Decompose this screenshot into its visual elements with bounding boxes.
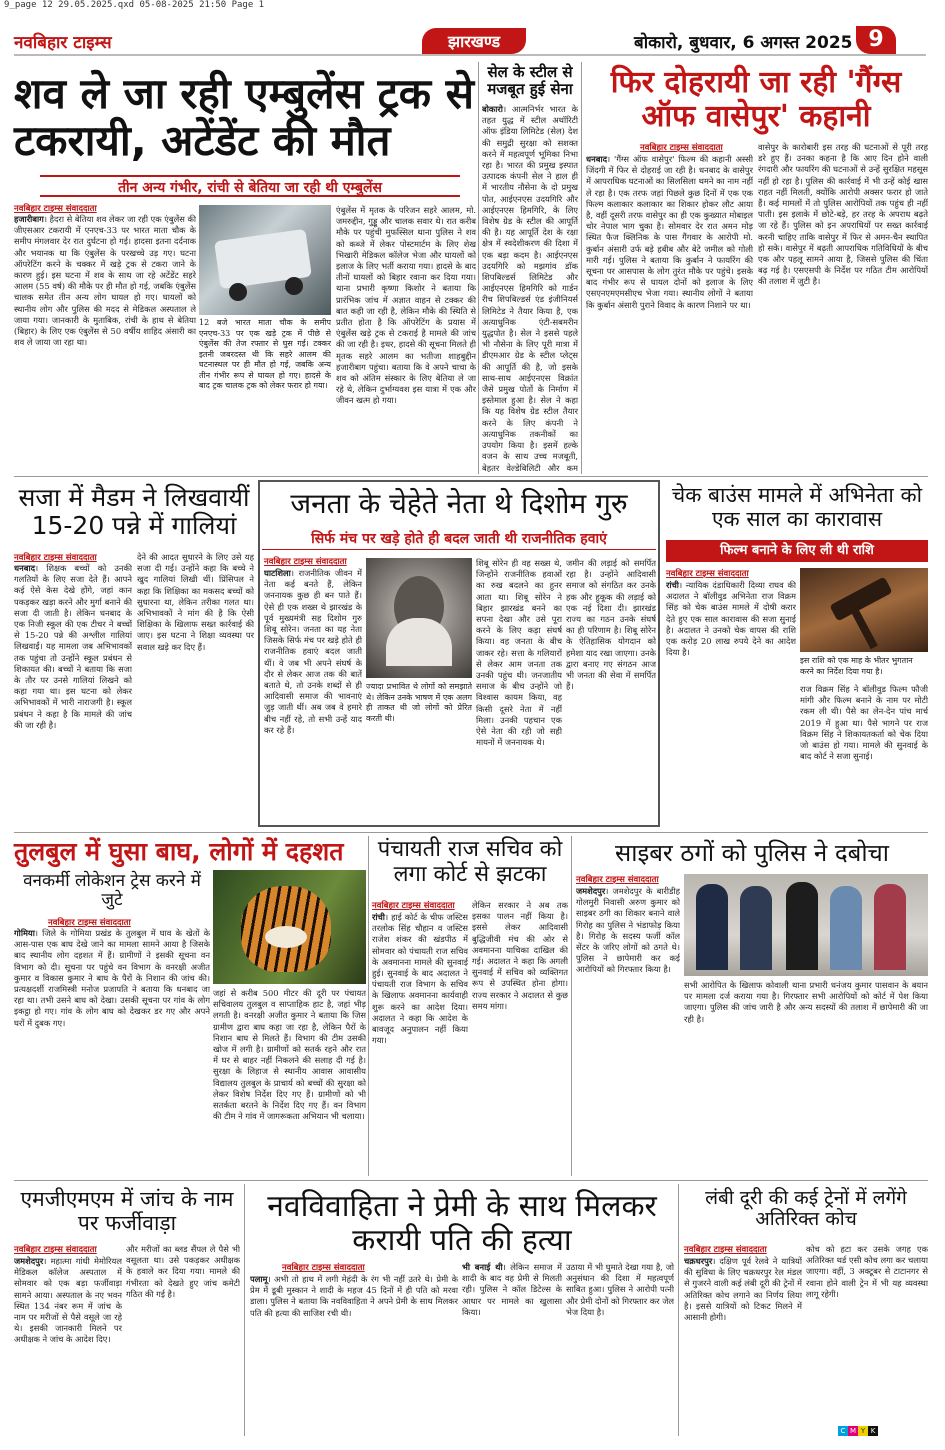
story7-subhead: वनकर्मी लोकेशन ट्रेस करने में जुटे bbox=[23, 871, 201, 911]
story4-headline: सजा में मैडम ने लिखवायीं 15-20 पन्ने में गालियां bbox=[18, 483, 250, 540]
masthead bbox=[14, 28, 926, 56]
section-name: झारखण्ड bbox=[422, 28, 526, 54]
story5-col3: जमीन की लड़ाई को समर्पित रहा है। उन्होंने आदिवासी समाज को संगठित कर उनके हक और हुकूक की लड़ाई को एक नई दिशा दी। झारखंड राज्य का गठन उनके संघर्ष का ही परिणाम है। शिबू सोरेन के ऐतिहासिक योगदान को हमेशा याद रखा जाएगा। उनके द्वारा बनाए गए संगठन आज भी जनता की सेवा में समर्पित हैं। bbox=[566, 558, 656, 692]
story1-byline: नवबिहार टाइम्स संवाददाता bbox=[14, 204, 97, 214]
issue-date: बोकारो, बुधवार, 6 अगस्त 2025 bbox=[634, 33, 853, 53]
story9-col1: जमशेदपुर। जमशेदपुर के बारीडीह गोलमुरी निवासी अरुण कुमार को साइबर ठगी का शिकार बनाने वाले गिरोह का पुलिस ने भंडाफोड़ किया है। गिरोह के सदस्य फर्जी कॉल सेंटर के जरिए लोगों को ठगते थे। पुलिस ने छापेमारी कर कई आरोपियों को गिरफ्तार किया है। bbox=[576, 886, 680, 975]
story6-headline: चेक बाउंस मामले में अभिनेता को एक साल का कारावास bbox=[671, 483, 923, 531]
story9-col2: सभी आरोपित के खिलाफ कोवाली थाना प्रभारी धनंजय कुमार पासवान के बयान पर मामला दर्ज कराया गया है। गिरफ्तार सभी आरोपियों को कोर्ट में पेश किया जाएगा। पुलिस की जांच जारी है और अन्य सदस्यों की तलाश में छापेमारी की जा रही है। bbox=[684, 980, 928, 1024]
cmyk-k: K bbox=[868, 1426, 878, 1436]
page-number: 9 bbox=[856, 26, 896, 54]
story1-headline: शव ले जा रही एम्बुलेंस ट्रक से टकरायी, अटेंडेंट की मौत bbox=[14, 69, 475, 166]
gavel-photo bbox=[800, 568, 928, 652]
story11-col1: पलामू। अभी तो हाथ में लगी मेहंदी के रंग भी नहीं उतरे थे। प्रेमी के प्रेम में डूबी मुस्कान ने शादी के महज 45 दिनों में ही पति को मरवा डाला। पुलिस ने बताया कि नवविवाहिता ने अपने प्रेमी के साथ मिलकर पति की हत्या की साजिश रची थी। bbox=[250, 1274, 458, 1318]
story8-headline: पंचायती राज सचिव को लगा कोर्ट से झटका bbox=[377, 837, 563, 887]
story5-col2: शिबू सोरेन ही वह सख्स थे, जिन्होंने राजनीतिक हवाओं का रुख बदलने का हुनर आता था। शिबू सोरेन ने बिहार झारखंड बनने का सपना देखा और उसे पूरा करने के लिए कड़ा संघर्ष किया। वह जनता के बीच जाकर रहे। सत्ता के गलियारों से लेकर आम जनता तक उनकी पहुंच थी। जनजातीय समाज के बीच उन्होंने जो विश्वास कायम किया, वह किसी दूसरे नेता में नहीं मिला। उनकी पहचान एक ऐसे नेता की रही जो सही मायनों में जननायक थे। bbox=[476, 558, 562, 748]
story1-photo-caption: 12 बजे भारत माता चौक के समीप एनएच-33 पर एक खड़े ट्रक में पीछे से एंबुलेंस की तेज रफ्तार से घुस गई। टक्कर इतनी जबरदस्त थी कि सहरे आलम की घटनास्थल पर ही मौत हो गई, जबकि अन्य तीन गंभीर रूप से घायल हो गए। हादसे के बाद ट्रक चालक ट्रक को लेकर फरार हो गया। bbox=[199, 318, 331, 390]
story4-byline: नवबिहार टाइम्स संवाददाता bbox=[14, 553, 97, 563]
story3-byline: नवबिहार टाइम्स संवाददाता bbox=[640, 143, 723, 153]
story11-byline: नवबिहार टाइम्स संवाददाता bbox=[282, 1263, 365, 1273]
story4-col1: धनबाद। शिक्षक बच्चों को उनकी गलतियों के लिए सजा देते हैं। आपने कई ऐसे केस देखे होंगे, जहां कान पकड़कर खड़ा करने और मुर्गा बनाने की सजा दी जाती है। लेकिन धनबाद के एक निजी स्कूल की एक टीचर ने बच्चों से 15-20 पन्ने की अश्लील गालियां लिखवाईं। यह मामला जब अभिभावकों तक पहुंचा तो उन्होंने स्कूल प्रबंधन से शिकायत की। बच्चों ने बताया कि सजा के तौर पर उनसे गालियां लिखने को कहा गया था। इस घटना को लेकर अभिभावकों में भारी नाराजगी है। स्कूल प्रबंधन ने कहा है कि मामले की जांच की जा रही है। bbox=[14, 563, 132, 730]
story6-col2: राज विक्रम सिंह ने बॉलीवुड फिल्म फौजी मांगी और फिल्म बनाने के नाम पर मोटी रकम ली थी। पैसे का लेन-देन पांच मार्च 2019 में हुआ था। पैसे भागने पर राज विक्रम सिंह ने शिकायतकर्ता को चेक दिया जो बाउंस हो गया। मामले की सुनवाई के बाद कोर्ट ने सजा सुनाई। bbox=[800, 684, 928, 762]
story12-col1: चक्रधरपुर। दक्षिण पूर्व रेलवे ने यात्रियों की सुविधा के लिए चक्रधरपुर रेल मंडल से गुजरने वाली कई लंबी दूरी की ट्रेनों में अतिरिक्त कोच लगाने का निर्णय लिया है। इससे यात्रियों को टिकट मिलने में आसानी होगी। bbox=[684, 1256, 802, 1323]
story10-col1: जमशेदपुर। महात्मा गांधी मेमोरियल मेडिकल कॉलेज अस्पताल में सोमवार को एक बड़ा फर्जीवाड़ा सामने आया। अस्पताल के नए भवन स्थित 134 नंबर रूम में जांच के नाम पर मरीजों से पैसे वसूले जा रहे थे। इसकी जानकारी मिलने पर अधीक्षक ने जांच के आदेश दिए। bbox=[14, 1256, 122, 1345]
story6-subhead: फिल्म बनाने के लिए ली थी राशि bbox=[666, 540, 928, 562]
tiger-photo bbox=[213, 870, 366, 984]
story11-headline: नवविवाहिता ने प्रेमी के साथ मिलकर करायी पति की हत्या bbox=[267, 1189, 657, 1258]
story6-byline: नवबिहार टाइम्स संवाददाता bbox=[666, 569, 749, 579]
newspaper-name: नवबिहार टाइम्स bbox=[14, 33, 112, 53]
story5-byline: नवबिहार टाइम्स संवाददाता bbox=[264, 557, 347, 567]
story11-col3: उठाया में भी घुमाते देखा गया है, जो अनुसंधान की दिशा में महत्वपूर्ण साबित हुआ। पुलिस ने आरोपी पत्नी और प्रेमी दोनों को गिरफ्तार कर जेल भेज दिया है। bbox=[566, 1262, 674, 1317]
shibu-soren-portrait bbox=[366, 558, 472, 678]
story7-col2: जहां से करीब 500 मीटर की दूरी पर पंचायत सचिवालय तुलबुल व साप्ताहिक हाट है, जहां भीड़ लगती है। वनरक्षी अजीत कुमार ने बताया कि जिस ग्रामीण द्वारा बाघ कहा जा रहा है, लेकिन पैरों के निशान बाघ से मिलते हैं। विभाग की टीम उसकी खोज में लगी है। ग्रामीणों को सतर्क रहने और रात में घर से बाहर नहीं निकलने की सलाह दी गई है। सुरक्षा के लिहाज से स्थानीय आवास आवासीय विद्यालय तुलबुल के प्राचार्य को बच्चों की सुरक्षा को लेकर विशेष निर्देश दिए गए हैं। ग्रामीणों को भी सतर्कता बरतने के निर्देश दिए गए हैं। वन विभाग की टीम ने गांव में जागरूकता अभियान भी चलाया। bbox=[213, 988, 366, 1122]
story8-byline: नवबिहार टाइम्स संवाददाता bbox=[372, 901, 455, 911]
cmyk-y: Y bbox=[858, 1426, 868, 1436]
cmyk-c: C bbox=[838, 1426, 848, 1436]
story9-byline: नवबिहार टाइम्स संवाददाता bbox=[576, 875, 659, 885]
story10-col2: और मरीजों का ब्लड सैंपल ले पैसे भी वसूलता था। उसे पकड़कर अधीक्षक के हवाले कर दिया गया। मामले की गंभीरता को देखते हुए जांच कमेटी गठित की गई है। bbox=[126, 1244, 240, 1299]
story7-byline: नवबिहार टाइम्स संवाददाता bbox=[48, 918, 131, 928]
story5-photo-caption: ज्यादा प्रभावित थे लोगों को समझाते थे। लेकिन उनके भाषण में एक अलग ही ताकत थी जो लोगों को प्रेरित करती थी। bbox=[366, 682, 472, 723]
story12-headline: लंबी दूरी की कई ट्रेनों में लगेंगे अतिरिक्त कोच bbox=[705, 1187, 907, 1231]
story2-body: बोकारो। आत्मनिर्भर भारत के तहत युद्ध में स्टील अथॉरिटी ऑफ इंडिया लिमिटेड (सेल) देश की समुद्री सुरक्षा को सशक्त करने में महत्वपूर्ण भूमिका निभा रहा है। भारत की प्रमुख इस्पात उत्पादक कंपनी सेल ने हाल ही में भारतीय नौसेना के दो प्रमुख पोत, आईएनएस उदयगिरि और आईएनएस हिमगिरि, के लिए विशेष ग्रेड के स्टील की आपूर्ति की है। यह आपूर्ति देश के रक्षा क्षेत्र में स्वदेशीकरण की दिशा में एक बड़ा कदम है। आईएनएस उदयगिरि को मझगांव डॉक शिपबिल्डर्स लिमिटेड और आईएनएस हिमगिरि को गार्डन रीच शिपबिल्डर्स एंड इंजीनियर्स लिमिटेड ने तैयार किया है, एक अत्याधुनिक एंटी-सबमरीन युद्धपोत है। सेल ने इससे पहले भी नौसेना के लिए पूरी मात्रा में डीएमआर ग्रेड के स्टील प्लेट्स की आपूर्ति की है, जो इसके साथ-साथ आईएनएस विक्रांत जैसे प्रमुख पोतों के निर्माण में इस्तेमाल हुआ है। सेल ने कहा कि यह विशेष ग्रेड स्टील तैयार करने के लिए कंपनी ने अत्याधुनिक तकनीकों का उपयोग किया है। इसमें हल्के वजन के साथ उच्च मजबूती, बेहतर वेल्डेबिलिटी और कम bbox=[482, 104, 578, 472]
story8-col1: रांची। हाई कोर्ट के चीफ जस्टिस तरलोक सिंह चौहान व जस्टिस राजेश शंकर की खंडपीठ में सोमवार को पंचायती राज सचिव के अवमानना मामले की सुनवाई हुई। सुनवाई के बाद अदालत ने पंचायती राज विभाग के सचिव के खिलाफ अवमानना कार्यवाही शुरू करने का आदेश दिया। अदालत ने कहा कि आदेश के बावजूद अनुपालन नहीं किया गया। bbox=[372, 912, 468, 1046]
cmyk-registration-marks bbox=[838, 1418, 878, 1437]
story5-subhead: सिर्फ मंच पर खड़े होते ही बदल जाती थी राजनीतिक हवाएं bbox=[262, 528, 656, 550]
story7-col1: गोमिया। जिले के गोमिया प्रखंड के तुलबुल में घाव के खेतों के आस-पास एक बाघ देखे जाने का मामला सामने आया है जिसके बाद स्थानीय लोग दहशत में हैं। ग्रामीणों ने इसकी सूचना वन विभाग को दी। सूचना पर पहुंचे वन विभाग के वनरक्षी अजीत कुमार व विकास कुमार ने बाघ के पैरों के निशान की जांच की। प्रत्यक्षदर्शी राजमिस्त्री मनोज प्रजापति ने बताया कि धनबाद जा रहा था। तभी उसने बाघ को देखा। उसकी सूचना पर गांव के लोग इकट्ठा हो गए। गांव के लोग बाघ को देखकर डर गए और अपने घरों में दुबक गए। bbox=[14, 928, 210, 1028]
story1-subhead: तीन अन्य गंभीर, रांची से बेतिया जा रही थी एम्बुलेंस bbox=[40, 175, 460, 197]
story6-photo-caption: इस राशि को एक माह के भीतर भुगतान करने का निर्देश दिया गया है। bbox=[800, 656, 913, 676]
story10-byline: नवबिहार टाइम्स संवाददाता bbox=[14, 1245, 97, 1255]
story4-col2: देने की आदत सुधारने के लिए उसे यह सजा दी गई। उन्होंने कहा कि बच्चे ने खुद गालियां लिखी थीं। प्रिंसिपल ने कहा कि शिक्षिका का मकसद बच्चों को सुधारना था, लेकिन तरीका गलत था। अभिभावकों ने मांग की है कि ऐसी शिक्षिका के खिलाफ सख्त कार्रवाई की जाए। इस घटना ने शिक्षा व्यवस्था पर सवाल खड़े कर दिए हैं। bbox=[137, 552, 254, 652]
story12-byline: नवबिहार टाइम्स संवाददाता bbox=[684, 1245, 767, 1255]
story12-col2: कोच को हटा कर उसके जगह एक अतिरिक्त थर्ड एसी कोच लगा कर चलाया जाएगा। वहीं, 3 अक्टूबर से टाटानगर से रवाना होने वाली ट्रेन में भी यह व्यवस्था लागू रहेगी। bbox=[806, 1244, 928, 1299]
story3-col2: वासेपुर के कारोबारी इस तरह की घटनाओं से पूरी तरह डरे हुए हैं। उनका कहना है कि आए दिन होने वाली रंगदारी और फायरिंग की घटनाओं से उन्हें सुरक्षित महसूस नहीं हो रहा है। पुलिस की कार्रवाई में भी उन्हें कोई खास राहत नहीं मिलती, क्योंकि आरोपी अक्सर फरार हो जाते हैं। कई मामलों में तो पुलिस आरोपियों तक पहुंच ही नहीं पाती। इस इलाके में छोटे-बड़े, हर तरह के अपराध बढ़ते जा रहे हैं। पुलिस को इन अपराधियों पर सख्त कार्रवाई करनी चाहिए ताकि वासेपुर में फिर से अमन-चैन स्थापित हो सके। वासेपुर में बढ़ती आपराधिक गतिविधियों के बीच एक और पहलू सामने आया है, जिससे पुलिस की चिंता बढ़ गई है। एसएसपी के निर्देश पर गठित टीम आरोपियों की तलाश में जुटी है। bbox=[758, 142, 928, 287]
story11-col2: भी बनाई थी। लेकिन समाज में शादी के बाद वह प्रेमी से मिलती रही। पुलिस ने कॉल डिटेल्स के आधार पर मामले का खुलासा किया। bbox=[462, 1262, 562, 1317]
arrested-accused-photo bbox=[684, 874, 928, 976]
story7-headline: तुलबुल में घुसा बाघ, लोगों में दहशत bbox=[14, 837, 344, 866]
ambulance-photo bbox=[199, 205, 331, 315]
story5-headline: जनता के चेहेते नेता थे दिशोम गुरु bbox=[290, 487, 628, 520]
story10-headline: एमजीएमएम में जांच के नाम पर फर्जीवाड़ा bbox=[20, 1187, 234, 1235]
story3-col1: धनबाद। 'गैंग्स ऑफ वासेपुर' फिल्म की कहानी अस्सी जिंदगी में फिर से दोहराई जा रही है। धनबाद के वासेपुर में आपराधिक घटनाओं का सिलसिला थमने का नाम नहीं ले रहा है। एक तरफ जहां पिछले कुछ दिनों में एक एक फिल्म कलाकार कलाकार का शिकार होकर लौट आया है, वहीं दूसरी तरफ वासेपुर का ही एक कुख्यात मोबाइल चोर नेपाल भाग चुका है। सोमवार देर रात अमन मोड़ स्थित फैज क्लिनिक के पास गैंगवार के आरोपी मो. कुर्बान अंसारी उर्फ बड़े हबीब और बेटे जमील को गोली मारी गई। पुलिस ने बताया कि कुर्बान ने फायरिंग की सूचना पर आसपास के लोग तुरंत मौके पर पहुंचे। इसके बाद गंभीर रूप से घायल दोनों को इलाज के लिए एसएनएमएमसीएच भेजा गया। स्थानीय लोगों ने बताया कि कुर्बान अंसारी पुराने विवाद के कारण निशाने पर था। bbox=[586, 154, 753, 310]
story1-col3: एंबुलेंस में मृतक के परिजन सहरे आलम, मो. जमरुद्दीन, गुड्डू और चालक सवार थे। रात करीब मौके पर पहुंची मुफस्सिल थाना पुलिस ने शव को कब्जे में लेकर पोस्टमार्टम के लिए शेख भिखारी मेडिकल कॉलेज भेजा और घायलों को इलाज के लिए भर्ती कराया गया। हादसे के बाद तीनों घायलों को बिहार रवाना कर दिया गया। थाना प्रभारी कृष्णा किशोर ने बताया कि प्रारंभिक जांच में अज्ञात वाहन से टक्कर की बात कही जा रही है, लेकिन मौके की स्थिति से प्रतीत होता है कि ऑपरेटिंग के प्रयास में एंबुलेंस खड़े ट्रक से टकराई है मामले की जांच की जा रही है। इधर, हादसे की सूचना मिलते ही मृतक सहरे आलम का भतीजा शाहबुद्दीन हजारीबाग पहुंचा। बताया कि वे अपने चाचा के शव को अंतिम संस्कार के लिए बेतिया ले जा रहे थे, लेकिन दुर्भाग्यवश इस यात्रा में एक और जीवन खत्म हो गया। bbox=[336, 205, 476, 406]
story5-col1: घाटशिला। राजनीतिक जीवन में नेता कई बनते हैं, लेकिन जननायक कुछ ही बन पाते हैं। ऐसे ही एक शख्स थे झारखंड के पूर्व मुख्यमंत्री सह दिशोम गुरु शिबू सोरेन। जनता का यह नेता जिसके सिर्फ मंच पर खड़े होते ही राजनीतिक हवाएं बदल जाती थीं। वे जब भी अपने संघर्ष के दौर से लेकर आज तक की बातें बताते थे, तो उनके शब्दों से ही आदिवासी समाज की भावनाएं जुड़ जाती थीं। अब जब वे हमारे बीच नहीं रहे, तो सभी उन्हें याद कर रहे हैं। bbox=[264, 568, 362, 735]
story3-headline: फिर दोहरायी जा रही 'गैंग्स ऑफ वासेपुर' कहानी bbox=[610, 65, 902, 134]
story9-headline: साइबर ठगों को पुलिस ने दबोचा bbox=[615, 839, 889, 867]
cmyk-m: M bbox=[849, 1427, 857, 1435]
story6-col1: रांची। न्यायिक दंडाधिकारी दिव्या राघव की अदालत ने बॉलीवुड अभिनेता राज विक्रम सिंह को चेक बाउंस मामले में दोषी करार देते हुए एक साल कारावास की सजा सुनाई है। अदालत ने उनको चेक वापस की राशि एक करोड़ 20 लाख रुपये देने का आदेश दिया है। bbox=[666, 580, 796, 658]
story1-col1: हजारीबाग। हैदरा से बेतिया शव लेकर जा रही एक एंबुलेंस की जीएसआर टकरायी में एनएच-33 पर भारत माता चौक के समीप मंगलवार देर रात दुर्घटना हो गई। हादसा इतना दर्दनाक और भयानक था कि एंबुलेंस के परखच्चे उड़ गए। घटना ऑपरेटिंग करने के चक्कर में खड़े ट्रक से टकरा जाने के कारण हुई। इस घटना में शव के साथ जा रहे अटेंडेंट सहरे आलम (55 वर्ष) की मौके पर ही मौत हो गई, जबकि एंबुलेंस चालक समेत तीन अन्य लोग घायल हो गए। घायलों को स्थानीय लोग और पुलिस की मदद से मेडिकल अस्पताल ले जाया गया। जानकारी के मुताबिक, रांची के हाथ से बेतिया (बिहार) के लिए एक एंबुलेंस से 50 वर्षीय शाहिद अंसारी का शव ले जाया जा रहा था। bbox=[14, 214, 196, 348]
story2-headline: सेल के स्टील से मजबूत हुई सेना bbox=[487, 63, 573, 98]
story8-col2: लेकिन सरकार ने अब तक इसका पालन नहीं किया है। इससे लेकर आदिवासी बुद्धिजीवी मंच की ओर से अवमानना याचिका दाखिल की गई। अदालत ने कहा कि अगली सुनवाई में सचिव को व्यक्तिगत रूप से उपस्थित होना होगा। राज्य सरकार ने अदालत से कुछ समय मांगा। bbox=[472, 900, 568, 1011]
file-info-line: 9_page 12 29.05.2025.qxd 05-08-2025 21:50 Page 1 bbox=[4, 0, 265, 10]
